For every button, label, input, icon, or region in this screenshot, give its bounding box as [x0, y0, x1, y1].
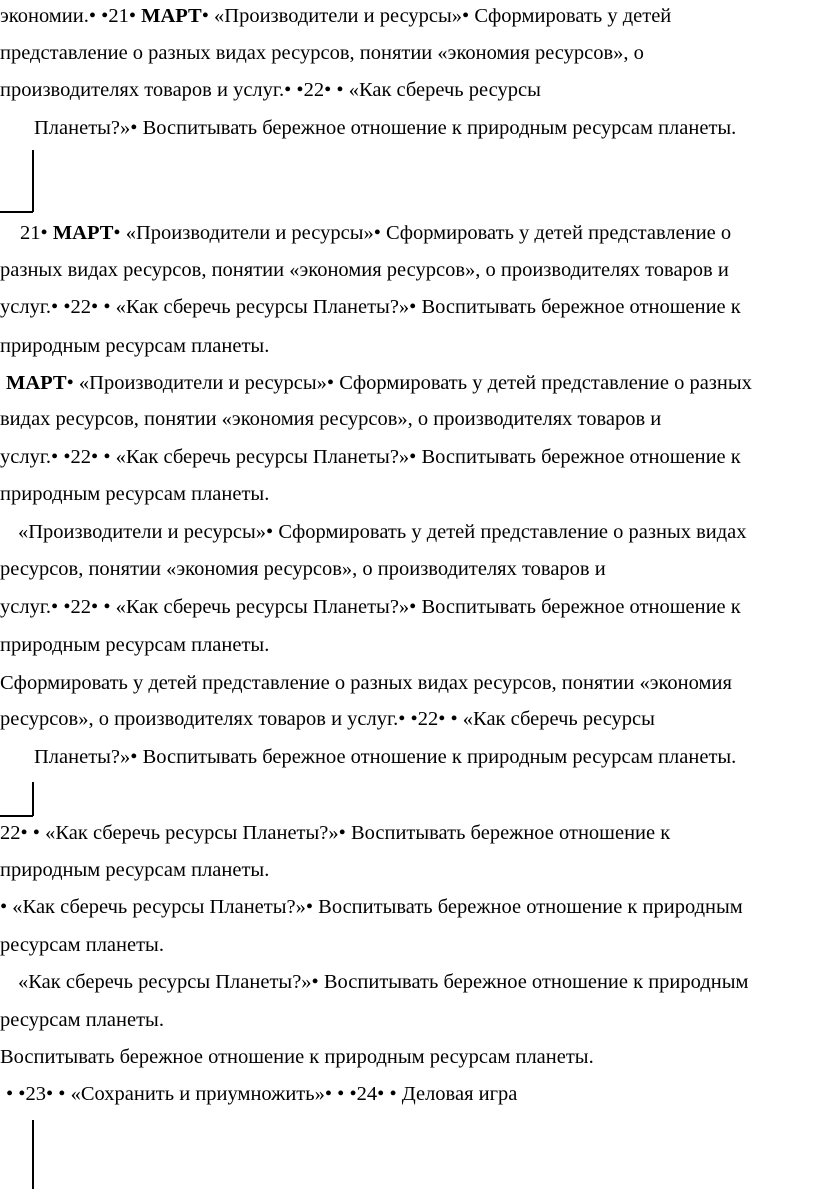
- text-line: • •23• • «Сохранить и приумножить»• • •24• • Деловая игра: [6, 1083, 518, 1105]
- text-line: услуг.• •22• • «Как сберечь ресурсы Планеты?»• Воспитывать бережное отношение к: [0, 446, 741, 468]
- column-border: [32, 1120, 34, 1189]
- text-line: «Производители и ресурсы»• Сформировать у детей представление о разных видах: [18, 521, 747, 543]
- text-line: Сформировать у детей представление о разных видах ресурсов, понятии «экономия: [0, 672, 732, 694]
- column-border: [0, 815, 33, 817]
- text-line: [6, 370, 752, 396]
- column-border: [0, 211, 33, 213]
- text-line: ресурсов», о производителях товаров и услуг.• •22• • «Как сберечь ресурсы: [0, 708, 655, 730]
- text-line: • «Как сберечь ресурсы Планеты?»• Воспитывать бережное отношение к природным: [0, 896, 743, 918]
- text-line: услуг.• •22• • «Как сберечь ресурсы Планеты?»• Воспитывать бережное отношение к: [0, 296, 741, 318]
- text-line: Планеты?»• Воспитывать бережное отношение к природным ресурсам планеты.: [34, 117, 737, 139]
- column-border: [32, 782, 34, 816]
- text-line: природным ресурсам планеты.: [0, 634, 270, 656]
- column-border: [32, 150, 34, 212]
- text-line: ресурсам планеты.: [0, 1009, 164, 1031]
- text-line: производителях товаров и услуг.• •22• • «Как сберечь ресурсы: [0, 79, 541, 101]
- month-label: МАРТ: [141, 5, 202, 27]
- text-line: ресурсов, понятии «экономия ресурсов», о производителях товаров и: [0, 558, 606, 580]
- line-text: 21•: [20, 222, 53, 244]
- text-line: разных видах ресурсов, понятии «экономия ресурсов», о производителях товаров и: [0, 259, 729, 281]
- month-label: МАРТ: [52, 222, 114, 244]
- text-line: [0, 3, 671, 29]
- line-text: • «Производители и ресурсы»• Сформировать у детей представление о разных: [66, 372, 752, 394]
- text-line: услуг.• •22• • «Как сберечь ресурсы Планеты?»• Воспитывать бережное отношение к: [0, 596, 741, 618]
- text-line: Воспитывать бережное отношение к природным ресурсам планеты.: [0, 1046, 594, 1068]
- month-label: МАРТ: [6, 372, 67, 394]
- text-line: природным ресурсам планеты.: [0, 859, 270, 881]
- text-line: ресурсам планеты.: [0, 934, 164, 956]
- line-text: • «Производители и ресурсы»• Сформировать у детей: [201, 5, 672, 27]
- text-line: «Как сберечь ресурсы Планеты?»• Воспитывать бережное отношение к природным: [18, 971, 749, 993]
- text-line: видах ресурсов, понятии «экономия ресурсов», о производителях товаров и: [0, 408, 662, 430]
- line-text: • «Производители и ресурсы»• Сформировать у детей представление о: [113, 222, 732, 244]
- text-line: 22• • «Как сберечь ресурсы Планеты?»• Воспитывать бережное отношение к: [0, 822, 671, 844]
- text-line: природным ресурсам планеты.: [0, 483, 270, 505]
- text-line: [20, 220, 731, 246]
- text-line: природным ресурсам планеты.: [0, 335, 270, 357]
- text-line: Планеты?»• Воспитывать бережное отношение к природным ресурсам планеты.: [34, 746, 737, 768]
- line-text: экономии.• •21•: [0, 5, 142, 27]
- text-line: представление о разных видах ресурсов, понятии «экономия ресурсов», о: [0, 42, 644, 64]
